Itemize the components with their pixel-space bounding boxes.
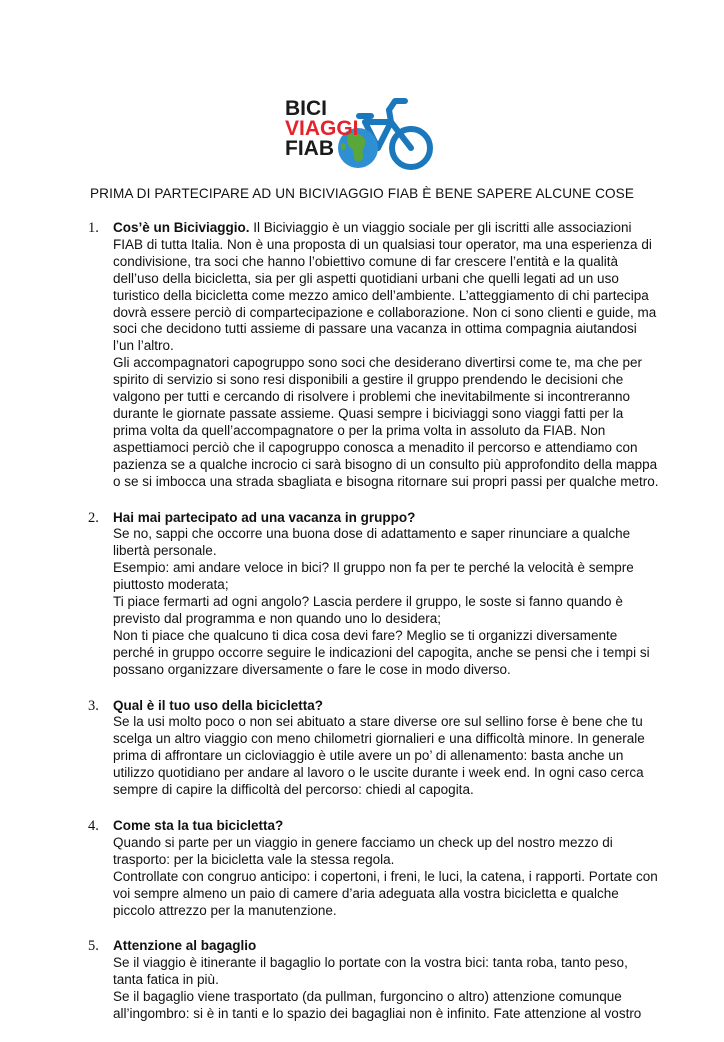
item-paragraph: Se no, sappi che occorre una buona dose di adattamento e saper rinunciare a qualche libertà personale.	[113, 526, 631, 559]
item-number: 3.	[88, 697, 99, 714]
list-item	[88, 220, 660, 491]
item-number: 1.	[88, 220, 99, 236]
item-paragraph: Non ti piace che qualcuno ti dica cosa devi fare? Meglio se ti organizzi diversamente perché in gruppo occorre seguire le indicazioni del capogita, anche se pensi che i tempi si possano organizzare diversamente o fare le cose in modo diverso.	[113, 627, 650, 677]
page-heading: PRIMA DI PARTECIPARE AD UN BICIVIAGGIO FIAB È BENE SAPERE ALCUNE COSE	[90, 186, 634, 201]
item-number: 2.	[88, 509, 99, 526]
logo-text-bici: BICI	[285, 97, 327, 120]
item-paragraph: Se il bagaglio viene trasportato (da pullman, furgoncino o altro) attenzione comunque all’ingombro: si è in tanti e lo spazio dei bagagliai non è infinito. Fate attenzione al vostro	[113, 989, 642, 1022]
item-paragraph: Se la usi molto poco o non sei abituato a stare diverse ore sul sellino forse è bene che tu scelga un altro viaggio con meno chilometri giornalieri e una difficoltà minore. In generale prima di affrontare un cicloviaggio è utile avere un po’ di allenamento: basta anche un utilizzo quotidiano per andare al lavoro o le uscite durante i week end. In ogni caso cerca sempre di capire la difficoltà del percorso: chiedi al capogita.	[113, 714, 645, 798]
item-paragraph: Quando si parte per un viaggio in genere facciamo un check up del nostro mezzo di trasporto: per la bicicletta vale la stessa regola.	[113, 834, 613, 867]
item-paragraph: Ti piace fermarti ad ogni angolo? Lascia perdere il gruppo, le soste si fanno quando è previsto dal programma e non quando uno lo desidera;	[113, 594, 623, 626]
item-paragraph	[113, 220, 660, 355]
item-paragraph: Gli accompagnatori capogruppo sono soci che desiderano divertirsi come te, ma che per spirito di servizio si sono resi disponibili a gestire il gruppo prendendo le decisioni che valgono per tutti e cercando di risolvere i problemi che inevitabilmente si incontreranno durante le giornate passate assieme. Quasi sempre i biciviaggi sono viaggi fatti per la prima volta da quell’accompagnatore o per la prima volta in assoluto da FIAB. Non aspettiamoci perciò che il capogruppo conosca a menadito il percorso e attendiamo con pazienza se a qualche incrocio ci sarà bisogno di un consulto più approfondito della mappa o se si imbocca una strada sbagliata e bisogna ritornare sui propri passi per qualche metro.	[113, 355, 659, 489]
item-title: Attenzione al bagaglio	[113, 938, 257, 954]
list-item	[88, 698, 660, 799]
item-title: Cos’è un Biciviaggio.	[113, 220, 250, 235]
biciviaggi-fiab-logo	[275, 88, 437, 180]
list-item	[88, 510, 660, 679]
item-paragraph: Controllate con congruo anticipo: i copertoni, i freni, le luci, la catena, i rapporti. Portate con voi sempre almeno un paio di camere d’aria adeguata alla vostra bicicletta e qualche piccolo attrezzo per la manutenzione.	[113, 868, 658, 918]
item-number: 4.	[88, 818, 99, 834]
numbered-list	[88, 220, 660, 1042]
bicycle-globe-icon	[275, 88, 437, 180]
item-paragraph: Esempio: ami andare veloce in bici? Il gruppo non fa per te perché la velocità è sempre piuttosto moderata;	[113, 560, 634, 593]
item-number: 5.	[88, 938, 99, 955]
logo-text-fiab: FIAB	[285, 137, 334, 160]
list-item	[88, 938, 660, 1023]
item-title: Come sta la tua bicicletta?	[113, 818, 284, 833]
item-title: Hai mai partecipato ad una vacanza in gruppo?	[113, 509, 416, 525]
logo-text-viaggi: VIAGGI	[285, 117, 359, 140]
item-text: Il Biciviaggio è un viaggio sociale per gli iscritti alle associazioni FIAB di tutta Italia. Non è una proposta di un qualsiasi tour operator, ma una esperienza di condivisione, tra soci che hanno l’obiettivo comune di far crescere l’entità e la qualità dell’uso della bicicletta, sia per gli aspetti quotidiani urbani che quelli legati ad un uso turistico della bicicletta come mezzo amico dell’ambiente. L’atteggiamento di chi partecipa dovrà essere perciò di compartecipazione e collaborazione. Non ci sono clienti e guide, ma soci che decidono tutti assieme di passare una vacanza in ottima compagnia aiutandosi l’un l’altro.	[113, 220, 657, 354]
item-paragraph: Se il viaggio è itinerante il bagaglio lo portate con la vostra bici: tanta roba, tanto peso, tanta fatica in più.	[113, 955, 628, 988]
list-item	[88, 818, 660, 919]
item-title: Qual è il tuo uso della bicicletta?	[113, 697, 324, 713]
